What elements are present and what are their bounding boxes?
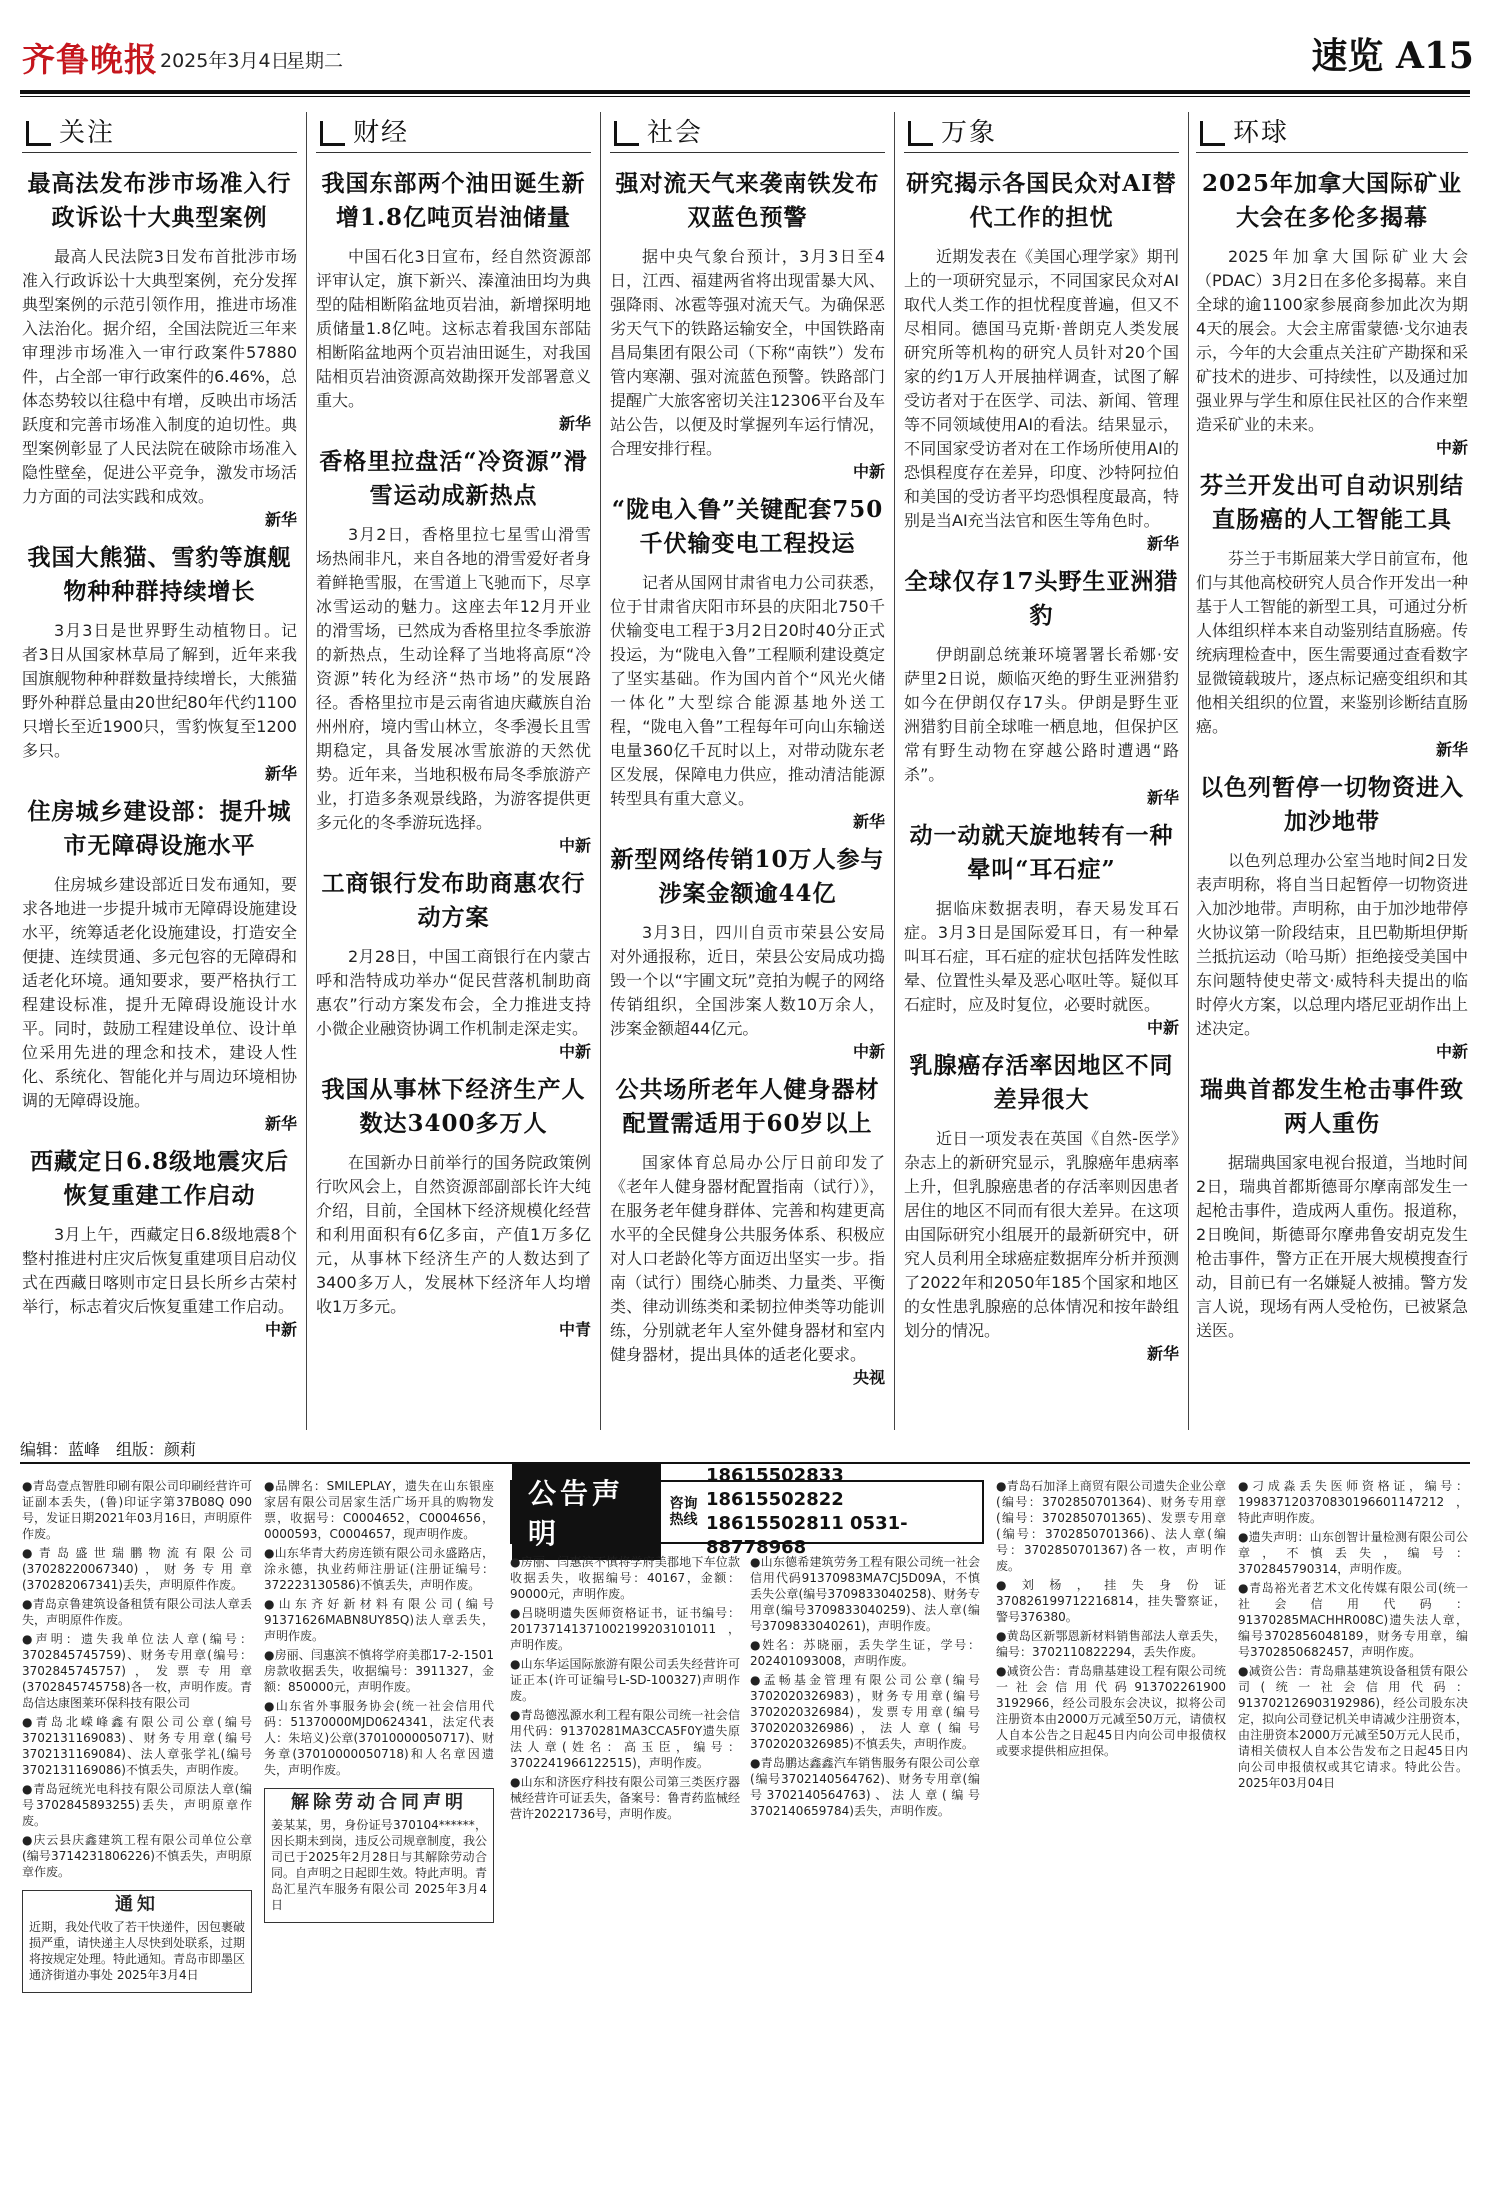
newspaper-logo: 齐鲁晚报 <box>22 40 158 79</box>
classified-ad: ●青岛石加泽上商贸有限公司遗失企业公章(编号：3702850701364)、财务专用章(编号：3702850701365)、发票专用章(编号：3702850701366)、法人章(编号：3702850701367)各一枚，声明作废。 <box>996 1479 1226 1573</box>
classified-ad: ●山东德希建筑劳务工程有限公司统一社会信用代码91370983MA7CJ5D09A，不慎丢失公章(编号3709833040258)、财务专用章(编号3709833040259)、法人章(编号3709833040261)，声明作废。 <box>750 1555 980 1633</box>
section-title: 社会 <box>647 118 704 148</box>
article-headline: “陇电入鲁”关键配套750千伏输变电工程投运 <box>611 496 884 557</box>
article-source: 新华 <box>264 510 297 529</box>
article-headline: 研究揭示各国民众对AI替代工作的担忧 <box>906 170 1177 231</box>
article-headline: 香格里拉盘活“冷资源”滑雪运动成新热点 <box>319 448 588 509</box>
article-source: 中青 <box>558 1320 591 1339</box>
article-body: 3月上午，西藏定日6.8级地震8个整村推进村庄灾后恢复重建项目启动仪式在西藏日喀则市定日县长所乡古荣村举行，标志着灾后恢复重建工作启动。 <box>22 1225 297 1316</box>
article-body: 以色列总理办公室当地时间2日发表声明称，将自当日起暂停一切物资进入加沙地带。声明称，由于加沙地带停火协议第一阶段结束，且巴勒斯坦伊斯兰抵抗运动（哈马斯）拒绝接受美国中东问题特使史蒂文·威特科夫提出的临时停火方案，以总理内塔尼亚胡作出上述决定。 <box>1196 851 1468 1038</box>
classified-ad: ●山东华青大药房连锁有限公司永盛路店，涂永德，执业药师注册证(注册证编号：3722231305​86)不慎丢失，声明作废。 <box>264 1546 494 1592</box>
masthead <box>0 0 1488 118</box>
article-body: 近日一项发表在英国《自然-医学》杂志上的新研究显示，乳腺癌年患病率上升，但乳腺癌患者的存活率则因患者居住的地区不同而有很大差异。在这项由国际研究小组展开的最新研究中，研究人员利用全球癌症数据库分析并预测了2022年和2050年185个国家和地区的女性患乳腺癌的总体情况和按年龄组划分的情况。 <box>904 1129 1179 1340</box>
column-global <box>1196 112 1468 1430</box>
section-header <box>22 112 297 153</box>
page-label: 速览 A15 <box>1311 35 1474 77</box>
article-body: 据中央气象台预计，3月3日至4日，江西、福建两省将出现雷暴大风、强降雨、冰雹等强对流天气。为确保恶劣天气下的铁路运输安全，中国铁路南昌局集团有限公司（下称“南铁”）发布管内寒潮、强对流蓝色预警。铁路部门提醒广大旅客密切关注12306平台及车站公告，以便及时掌握列车运行情况，合理安排行程。 <box>610 247 885 458</box>
article-headline: 我国大熊猫、雪豹等旗舰物种种群持续增长 <box>27 544 292 605</box>
section-header <box>1196 112 1468 153</box>
article-body: 3月3日，四川自贡市荣县公安局对外通报称，近日，荣县公安局成功捣毁一个以“宇圃文玩”竞拍为幌子的网络传销组织，全国涉案人数10万余人，涉案金额超44亿元。 <box>610 923 885 1038</box>
article-body: 3月2日，香格里拉七星雪山滑雪场热闹非凡，来自各地的滑雪爱好者身着鲜艳雪服，在雪道上飞驰而下，尽享冰雪运动的魅力。这座去年12月开业的滑雪场，已然成为香格里拉冬季旅游的新热点，生动诠释了当地将高原“冷资源”转化为经济“热市场”的发展路径。香格里拉市是云南省迪庆藏族自治州州府，境内雪山林立，冬季漫长且雪期稳定，具备发展冰雪旅游的天然优势。近年来，当地积极布局冬季旅游产业，打造多条观景线路，为游客提供更多元化的冬季游玩选择。 <box>316 525 591 832</box>
labor-notice-title: 解除劳动合同声明 <box>291 1792 467 1813</box>
section-marker-icon <box>320 121 345 146</box>
masthead-rule <box>20 90 1470 94</box>
announcement-banner <box>510 1465 984 1558</box>
classified-ad: ●声明：遗失我单位法人章(编号：3702845745759)、财务专用章(编号：3702845745757)，发票专用章(3702845745758)各一枚，声明作废。青岛信达康图莱环保科技有限公司 <box>22 1632 252 1710</box>
section-title: 财经 <box>353 118 410 148</box>
classified-ad: ●山东齐好新材料有限公司(编号91371626MA​BN8UY85Q)法人章丢失，声明作废。 <box>264 1597 494 1643</box>
classified-ad: ●青岛鹏达鑫鑫汽车销售服务有限公司公章(编号3702140564762)、财务专用章(编号3702140564763)、法人章(编号3702140659784)丢失，声明作废。 <box>750 1756 980 1818</box>
article-body: 在国新办日前举行的国务院政策例行吹风会上，自然资源部副部长许大纯介绍，目前，全国林下经济规模化经营和利用面积有6亿多亩，产值1万多亿元，从事林下经济生产的人数达到了3400多万人，发展林下经济年人均增收1万多元。 <box>316 1153 591 1316</box>
column-divider <box>894 112 895 1430</box>
classified-ad: ●山东华运国际旅游有限公司丢失经营许可证正本(许可证编号L-SD-100327)声明作废。 <box>510 1657 740 1703</box>
classified-ad: ●减资公告：青岛鼎基建筑设备租赁有限公司(统一社会信用代码：913702126903192986)，经公司股东决定，拟向公司登记机关申请减少注册资本，由注册资本2000万元减至50万元人民币，请相关债权人自本公告发布之日起45日内向公司申报债权或其它请求。特此公告。 2025年03月04日 <box>1238 1664 1468 1790</box>
article-body: 据临床数据表明，春天易发耳石症。3月3日是国际爱耳日，有一种晕叫耳石症，耳石症的症状包括阵发性眩晕、位置性头晕及恶心呕吐等。疑似耳石症时，应及时复位，必要时就医。 <box>904 899 1179 1014</box>
classified-ad: ●青岛盛世瑞鹏物流有限公司(370282200673​40)，财务专用章(37028206​7341)丢失，声明原件作废。 <box>22 1546 252 1592</box>
column-divider <box>600 112 601 1430</box>
masthead-rule-thin <box>20 96 1470 97</box>
article-headline: 乳腺癌存活率因地区不同差异很大 <box>909 1052 1174 1113</box>
classified-ad: ●青岛壹点智胜印刷有限公司印刷经营许可证副本丢失，(鲁)印证字第37B08Q 090号，发证日期2021年03月16日，声明原件作废。 <box>22 1479 252 1541</box>
article-body: 伊朗副总统兼环境署署长希娜·安萨里2日说，颇临灭绝的野生亚洲猎豹如今在伊朗仅存17头。伊朗是野生亚洲猎豹目前全球唯一栖息地，但保护区常有野生动物在穿越公路时遭遇“路杀”。 <box>904 645 1179 784</box>
article-headline: 以色列暂停一切物资进入加沙地带 <box>1200 774 1464 835</box>
article-source: 中新 <box>852 462 885 481</box>
article-source: 中新 <box>264 1320 297 1339</box>
article-source: 中新 <box>1435 1042 1468 1061</box>
article-source: 新华 <box>558 414 591 433</box>
article-headline: 全球仅存17头野生亚洲猎豹 <box>904 568 1179 629</box>
article-headline: 西藏定日6.8级地震灾后恢复重建工作启动 <box>29 1148 289 1209</box>
labor-notice-box <box>264 1788 494 1923</box>
section-title: 万象 <box>941 118 998 148</box>
article-source: 中新 <box>852 1042 885 1061</box>
classified-ad: ●庆云县庆鑫建筑工程有限公司单位公章(编号3714231806226)不慎丢失，声明原章作废。 <box>22 1833 252 1879</box>
article-source: 新华 <box>264 764 297 783</box>
article-source: 中新 <box>1146 1018 1179 1037</box>
editor-credit: 编辑：蓝峰 组版：颜莉 <box>20 1440 197 1459</box>
classified-ad: ●吕晓明遗失医师资格证书，证书编号：201737141371002199203101011，声明作废。 <box>510 1606 740 1652</box>
section-marker-icon <box>908 121 933 146</box>
classified-ad: ●遗失声明：山东创智计量检测有限公司公章，不慎丢失，编号：3702845790314，声明作废。 <box>1238 1530 1468 1576</box>
classified-ad: ●减资公告：青岛鼎基建设工程有限公司统一社会信用代码913702261900​3192966，经公司股东会决议，拟将公司注册资本由2000万元减至50万元，请债权人自本公告之日起45日内向公司申报债权或要求提供相应担保。 <box>996 1664 1226 1758</box>
classified-ad: ●青岛德泓源水利工程有限公司统一社会信用代码：91370281MA3CCA5F0Y遗失原法人章(姓名：高玉臣，编号：3702241966122515)，声明作废。 <box>510 1708 740 1770</box>
article-headline: 瑞典首都发生枪击事件致两人重伤 <box>1200 1076 1464 1137</box>
article-body: 近期发表在《美国心理学家》期刊上的一项研究显示，不同国家民众对AI取代人类工作的担忧程度普遍，但又不尽相同。德国马克斯·普朗克人类发展研究所等机构的研究人员针对20个国家的约1万人开展抽样调查，试图了解受访者对于在医学、司法、新闻、管理等不同领域使用AI的看法。结果显示，不同国家受访者对在工作场所使用AI的恐惧程度存在差异，印度、沙特阿拉伯和美国的受访者平均恐惧程度最高，特别是当AI充当法官和医生等角色时。 <box>904 247 1179 530</box>
ads-column-4 <box>750 1554 980 2168</box>
ads-column-6 <box>1238 1478 1468 2168</box>
ads-column-1 <box>22 1478 252 2168</box>
labor-notice-body: 姜某某，男，身份证号370104******，因长期未到岗，违反公司规章制度，我公司已于2025年2月28日与其解除劳动合同。自声明之日起即生效。特此声明。青岛汇星汽车服务有限公司 2025年3月4日 <box>271 1818 488 1912</box>
article-headline: 我国从事林下经济生产人数达3400多万人 <box>321 1076 586 1137</box>
classified-ad: ●房丽、闫惠滨不慎将学府美郡17-2-1501房款收据丢失，收据编号：3911327，金额：850000元，声明作废。 <box>264 1648 494 1694</box>
article-headline: 最高法发布涉市场准入行政诉讼十大典型案例 <box>27 170 292 231</box>
article-source: 新华 <box>1146 534 1179 553</box>
article-body: 中国石化3日宣布，经自然资源部评审认定，旗下新兴、溱潼油田均为典型的陆相断陷盆地页岩油，新增探明地质储量1.8亿吨。这标志着我国东部陆相断陷盆地两个页岩油田诞生，对我国陆相页岩油资源高效勘探开发部署意义重大。 <box>316 247 591 410</box>
article-body: 住房城乡建设部近日发布通知，要求各地进一步提升城市无障碍设施建设水平，统筹适老化设施建设，打造安全便捷、连续贯通、多元包容的无障碍和适老化环境。通知要求，要严格执行工程建设标准，提升无障碍设施设计水平。同时，鼓励工程建设单位、设计单位采用先进的理念和技术，建设人性化、系统化、智能化并与周边环境相协调的无障碍设施。 <box>22 875 297 1110</box>
article-body: 国家体育总局办公厅日前印发了《老年人健身器材配置指南（试行）》，在服务老年健身群体、完善和构建更高水平的全民健身公共服务体系、积极应对人口老龄化等方面迈出坚实一步。指南（试行）围绕心肺类、力量类、平衡类、律动训练类和柔韧拉伸类等功能训练，分别就老年人室外健身器材和室内健身器材，提出具体的适老化要求。 <box>610 1153 885 1364</box>
classified-ad: ●青岛京鲁建筑设备租赁有限公司法人章丢失，声明原件作废。 <box>22 1597 252 1627</box>
ads-column-2 <box>264 1478 494 2168</box>
section-title: 关注 <box>59 118 116 148</box>
hotline-numbers <box>706 1464 982 1560</box>
article-source: 新华 <box>852 812 885 831</box>
article-headline: 芬兰开发出可自动识别结直肠癌的人工智能工具 <box>1200 472 1464 533</box>
column-society <box>610 112 885 1430</box>
classified-ad: ●刁成淼丢失医师资格证，编号：199837120370830196601147212，特此声明作废。 <box>1238 1479 1468 1525</box>
issue-date: 2025年3月4日 <box>160 50 290 72</box>
article-source: 央视 <box>852 1368 885 1387</box>
notice-body: 近期，我处代收了若干快递件，因包裹破损严重，请快递主人尽快到处联系，过期将按规定处理。特此通知。青岛市即墨区通济街道办事处 2025年3月4日 <box>29 1920 246 1982</box>
classified-ad: ●青岛裕光者艺术文化传媒有限公司(统一社会信用代码：91370285MACHHR008C)遗失法人章，编号3702856048189，财务专用章，编号3702850682457，声明作废。 <box>1238 1581 1468 1659</box>
article-source: 新华 <box>1146 1344 1179 1363</box>
section-marker-icon <box>26 121 51 146</box>
article-source: 中新 <box>558 1042 591 1061</box>
section-marker-icon <box>1200 121 1225 146</box>
article-body: 2月28日，中国工商银行在内蒙古呼和浩特成功举办“促民营落机制助商惠农”行动方案发布会，全力推进支持小微企业融资协调工作机制走深走实。 <box>316 947 591 1038</box>
section-header <box>610 112 885 153</box>
classified-ad: ●品牌名：SMILEPLAY，遗失在山东银座家居有限公司居家生活广场开具的购物发票，收据号：C0004652，C0004656，0000593，C0004657，现声明作废。 <box>264 1479 494 1541</box>
section-marker-icon <box>614 121 639 146</box>
article-headline: 2025年加拿大国际矿业大会在多伦多揭幕 <box>1201 170 1462 231</box>
article-source: 新华 <box>1435 740 1468 759</box>
article-body: 据瑞典国家电视台报道，当地时间2日，瑞典首都斯德哥尔摩南部发生一起枪击事件，造成两人重伤。报道称，2日晚间，斯德哥尔摩弗鲁安胡克发生枪击事件，警方正在开展大规模搜查行动，目前已有一名嫌疑人被捕。警方发言人说，现场有两人受枪伤，已被紧急送医。 <box>1196 1153 1468 1340</box>
article-headline: 动一动就天旋地转有一种晕叫“耳石症” <box>909 822 1174 883</box>
column-divider <box>306 112 307 1430</box>
article-body: 记者从国网甘肃省电力公司获悉，位于甘肃省庆阳市环县的庆阳北750千伏输变电工程于3月2日20时40分正式投运，为“陇电入鲁”工程顺利建设奠定了坚实基础。作为国内首个“风光火储一体化”大型综合能源基地外送工程，“陇电入鲁”工程每年可向山东输送电量360亿千瓦时以上，对带动陇东老区发展，保障电力供应，推动清洁能源转型具有重大意义。 <box>610 573 885 808</box>
notice-box <box>22 1890 252 1993</box>
banner-title: 公告声明 <box>512 1464 661 1560</box>
article-body: 芬兰于韦斯屈莱大学日前宣布，他们与其他高校研究人员合作开发出一种基于人工智能的新型工具，可通过分析人体组织样本来自动鉴别结直肠癌。传统病理检查中，医生需要通过查看数字显微镜载玻片，逐点标记癌变组织和其他相关组织的位置，来鉴别诊断结直肠癌。 <box>1196 549 1468 736</box>
article-headline: 住房城乡建设部：提升城市无障碍设施水平 <box>27 798 292 859</box>
article-body: 3月3日是世界野生动植物日。记者3日从国家林草局了解到，近年来我国旗舰物种种群数量持续增长，大熊猫野外种群总量由20世纪80年代约1100只增长至近1900只，雪豹恢复至1200多只。 <box>22 621 297 760</box>
section-header <box>316 112 591 153</box>
section-header <box>904 112 1179 153</box>
article-source: 中新 <box>1435 438 1468 457</box>
column-focus <box>22 112 297 1430</box>
classified-ad: ●青岛冠统光电科技有限公司原法人章(编号3702845893255)丢失，声明原章作废。 <box>22 1782 252 1828</box>
notice-title: 通知 <box>115 1894 159 1915</box>
classified-ad: ●山东和济医疗科技有限公司第三类医疗器械经营许可证丢失，备案号：鲁青药监械经营许20221736号，声明作废。 <box>510 1775 740 1821</box>
article-headline: 我国东部两个油田诞生新增1.8亿吨页岩油储量 <box>321 170 586 231</box>
article-body: 2025年加拿大国际矿业大会（PDAC）3月2日在多伦多揭幕。来自全球的逾1100家参展商参加此次为期4天的展会。大会主席雷蒙德·戈尔迪表示，今年的大会重点关注矿产勘探和采矿技术的进步、可持续性，以及通过加强业界与学生和原住民社区的合作来塑造采矿业的未来。 <box>1196 247 1468 434</box>
classified-ad: ●孟畅基金管理有限公司公章(编号3702020326983)，财务专用章(编号3702020326984)，发票专用章(编号3702020326986)，法人章(编号3702020326985)不慎丢失，声明作废。 <box>750 1673 980 1751</box>
article-headline: 新型网络传销10万人参与涉案金额逾44亿 <box>610 846 885 907</box>
hotline-phone: 18615502833 18615502822 <box>706 1465 844 1510</box>
ads-column-5 <box>996 1478 1226 2168</box>
article-source: 新华 <box>1146 788 1179 807</box>
hotline-phone: 18615502811 0531-88778968 <box>706 1513 908 1558</box>
article-body: 最高人民法院3日发布首批涉市场准入行政诉讼十大典型案例，充分发挥典型案例的示范引领作用，推进市场准入法治化。据介绍，全国法院近三年来审理涉市场准入一审行政案件57880件，占全部一审行政案件的6.46%，总体态势较以往稳中有增，反映出市场活跃度和完善市场准入制度的迫切性。典型案例彰显了人民法院在破除市场准入隐性壁垒，促进公平竞争，激发市场活力方面的司法实践和成效。 <box>22 247 297 506</box>
section-title: 环球 <box>1233 118 1290 148</box>
classified-ad: ●青岛北嵘峰鑫有限公司公章(编号3702131169083)、财务专用章(编号3702131169084)、法人章张学礼(编号3702131169086)不慎丢失，声明作废。 <box>22 1715 252 1777</box>
article-source: 新华 <box>264 1114 297 1133</box>
classified-ad: ●山东省外事服务协会(统一社会信用代码：51370000MJD0624341，法定代表人：朱培义)公章(37010000050717)、财务章(37010000050718)和人名章因遗失，声明作废。 <box>264 1699 494 1777</box>
issue-weekday: 星期二 <box>286 50 344 72</box>
classified-ad: ●房丽、闫惠滨不慎将学府美郡地下车位款收据丢失，收据编号：40167，金额：90000元，声明作废。 <box>510 1555 740 1601</box>
classified-ad: ●姓名：苏晓丽，丢失学生证，学号：202401093008，声明作废。 <box>750 1638 980 1668</box>
hotline-label: 咨询热线 <box>669 1496 698 1528</box>
classified-ad: ●刘杨，挂失身份证370826199712216814，挂失警察证，警号376380。 <box>996 1578 1226 1624</box>
column-panorama <box>904 112 1179 1430</box>
column-finance <box>316 112 591 1430</box>
column-divider <box>1188 112 1189 1430</box>
article-headline: 强对流天气来袭南铁发布双蓝色预警 <box>615 170 880 231</box>
article-headline: 工商银行发布助商惠农行动方案 <box>321 870 586 931</box>
ads-column-3 <box>510 1554 740 2168</box>
article-headline: 公共场所老年人健身器材配置需适用于60岁以上 <box>615 1076 880 1137</box>
classified-ad: ●黄岛区新鄂恩新材料销售部法人章丢失，编号：3702110822294，丢失作废。 <box>996 1629 1226 1659</box>
article-source: 中新 <box>558 836 591 855</box>
